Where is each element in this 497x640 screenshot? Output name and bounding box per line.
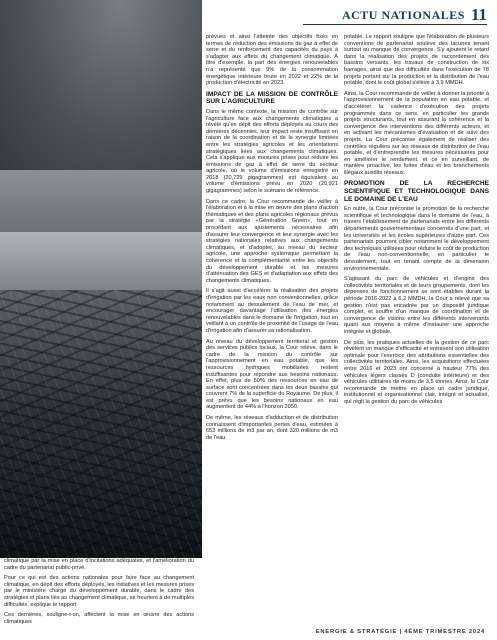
cracked-earth-photo	[0, 0, 202, 558]
page-footer: ENERGIE & STRATÉGIE | 4ÈME TRIMESTRE 2024	[315, 629, 485, 635]
paragraph: prévues et ainsi l'atteinte des objectifs fixés en termes de réduction des émissions de gaz à effet de serre et du renforcement des capacités du pays à s'adapter aux effets du changement climatique. À titre d'exemple, la part des énergies renouvelables n'a représenté que 9% de la consommation énergétique intérieure brute en 2022 et 22% de la production d'électricité en 2023.	[206, 34, 338, 87]
page-number: 11	[470, 5, 487, 24]
paragraph: De plus, les pratiques actuelles de la gestion de ce parc révèlent un manque d'efficacité et entravent son utilisation optimale pour l'exercice des attributions essentielles des collectivités territoriales. Ainsi, les acquisitions effectuées entre 2016 et 2023 ont concerné à hauteur 77% des véhicules légers classés D (conduite intérieure) et des véhicules utilitaires de moins de 3,5 tonnes. Ainsi, la Cour recommande de mettre en place un cadre juridique, institutionnel et organisationnel clair, intégré et actualisé, qui régit la gestion du parc de véhicules	[344, 339, 489, 405]
paragraph: En outre, la Cour préconise la promotion de la recherche scientifique et technologique dans le domaine de l'eau, à travers l'établissement de partenariats entre les différents départements gouvernementaux concernés d'une part, et les universités et les écoles supérieures d'autre part. Ces partenariats pourront cibler notamment le développement des techniques utilisées pour réduire le coût de production de l'eau non-conventionnelle, en particulier le dessalement, tout en tenant compte de la dimension environnementale.	[344, 206, 489, 272]
subheading: PROMOTION DE LA RECHERCHE SCIENTIFIQUE ET TECHNOLOGIQUE DANS LE DOMAINE DE L'EAU	[344, 180, 489, 203]
page-header	[342, 6, 487, 23]
paragraph: Ces dernières, souligne-t-on, affectent la mise en œuvre des actions climatiques	[4, 612, 194, 625]
sky-area	[0, 0, 202, 170]
column-3	[344, 34, 489, 409]
paragraph: Au niveau du développement territorial et gestion des services publics locaux, la Cour relève, dans le cadre de la mission du contrôle sur l'approvisionnement en eau potable, que les ressources hydriques mobilisées restent insuffisantes pour répondre aux besoins nationaux. En effet, plus de 50% des ressources en eau de surface sont concentrées dans les deux bassins qui couvrent 7% de la superficie du Royaume. De plus, il est prévu que les besoins nationaux en eau augmentent de 44% à l'horizon 2050.	[206, 338, 338, 411]
subheading: IMPACT DE LA MISSION DE CONTRÔLE SUR L'AGRICULTURE	[206, 90, 338, 106]
paragraph: potable. Le rapport souligne que l'élaboration de plusieurs conventions de partenariat soulève des lacunes tenant surtout au manque de convergence. S'y ajoutent le retard dans la réalisation des projets de raccordement des bassins versants, les travaux de construction de six barrages, ainsi que des difficultés dans l'exécution de 78 projets portant sur la production et la distribution de l'eau potable, dont le coût global s'élève à 3,9 MMDH.	[344, 34, 489, 87]
column-1	[4, 558, 194, 629]
paragraph: Dans le même contexte, la mission de contrôle sur l'agriculture face aux changements climatiques a révélé qu'en dépit des efforts déployés au cours des dernières décennies, leur impact reste insuffisant en raison de la coordination et de la synergie limitées entre les stratégies agricoles et les orientations stratégiques liées aux changements climatiques. Cela s'applique aux mesures prises pour réduire les émissions de gaz à effet de serre du secteur agricole, où le volume d'émissions enregistré en 2018 (20,729 gigagrammes) est équivalent au volume d'émissions prévu en 2020 (20,921 gigagrammes) selon le scénario de référence.	[206, 108, 338, 195]
horizon-band	[0, 232, 202, 292]
paragraph: S'agissant du parc de véhicules et d'engins des collectivités territoriales et de leurs groupements, dont les dépenses de fonctionnement se sont établies durant la période 2016-2022 à 6,2 MMDH, la Cour a relevé que sa gestion n'est pas encadrée par un dispositif juridique complet, et souffre d'un manque de coordination et de convergence de visions entre les différents intervenants quant aux moyens à même d'instaurer une approche intégrée et globale.	[344, 276, 489, 335]
paragraph: Ainsi, la Cour recommande de veiller à donner la priorité à l'approvisionnement de la population en eau potable, et d'accélérer la cadence d'exécution des projets programmés dans ce sens, en particulier les grands projets structurants, tout en assurant la cohérence et la convergence des interventions des différents acteurs, et en activant les mécanismes d'évaluation et de suivi des projets. La Cour préconise également de réaliser des contrôles réguliers sur les réseaux de distribution de l'eau potable, et d'entreprendre les mesures nécessaires pour en améliorer le rendement, et ce en surveillant, de manière proactive, les fuites d'eau et les branchements illégaux auxdits réseaux.	[344, 90, 489, 176]
paragraph: Dans ce cadre, la Cour recommande de veiller à l'élaboration et à la mise en œuvre des plans d'action thématiques et des plans agricoles régionaux prévus par la stratégie «Génération Green», tout en procédant aux ajustements nécessaires afin d'assurer leur convergence et leur synergie avec les stratégies nationales relatives aux changements climatiques, et d'adopter, au niveau du secteur agricole, une approche systémique permettant la cohérence et la complémentarité entre les objectifs du développement durable et les mesures d'atténuation des GES et d'adaptation aux effets des changements climatiques.	[206, 198, 338, 284]
paragraph: climatique par la mise en place d'incitations adéquates, et l'amélioration du cadre du partenariat public-privé.	[4, 558, 194, 571]
section-title: ACTU NATIONALES	[341, 8, 465, 22]
header-rule	[303, 24, 487, 25]
paragraph: Il s'agit aussi d'accélérer la réalisation des projets d'irrigation par les eaux non conventionnelles, grâce notamment au dessalement de l'eau de mer, et encourager davantage l'utilisation des énergies renouvelables dans le domaine de l'irrigation, tout en veillant à un contrôle de proximité de l'usage de l'eau d'irrigation afin d'assurer sa rationalisation.	[206, 288, 338, 334]
column-2	[206, 34, 338, 445]
cracked-ground	[0, 290, 202, 558]
paragraph: De même, les réseaux d'adduction et de distribution connaissent d'importantes pertes d'eau, estimées à 653 millions de m3 par an, dont 320 millions de m3 de l'eau	[206, 415, 338, 441]
paragraph: Pour ce qui est des actions nationales pour faire face au changement climatique, en dépit des efforts déployés, les initiatives et les mesures prises par le ministère chargé du développement durable, dans le cadre des stratégies et plans liés au changement climatique, se heurtent à de multiples difficultés, explique le rapport.	[4, 575, 194, 608]
